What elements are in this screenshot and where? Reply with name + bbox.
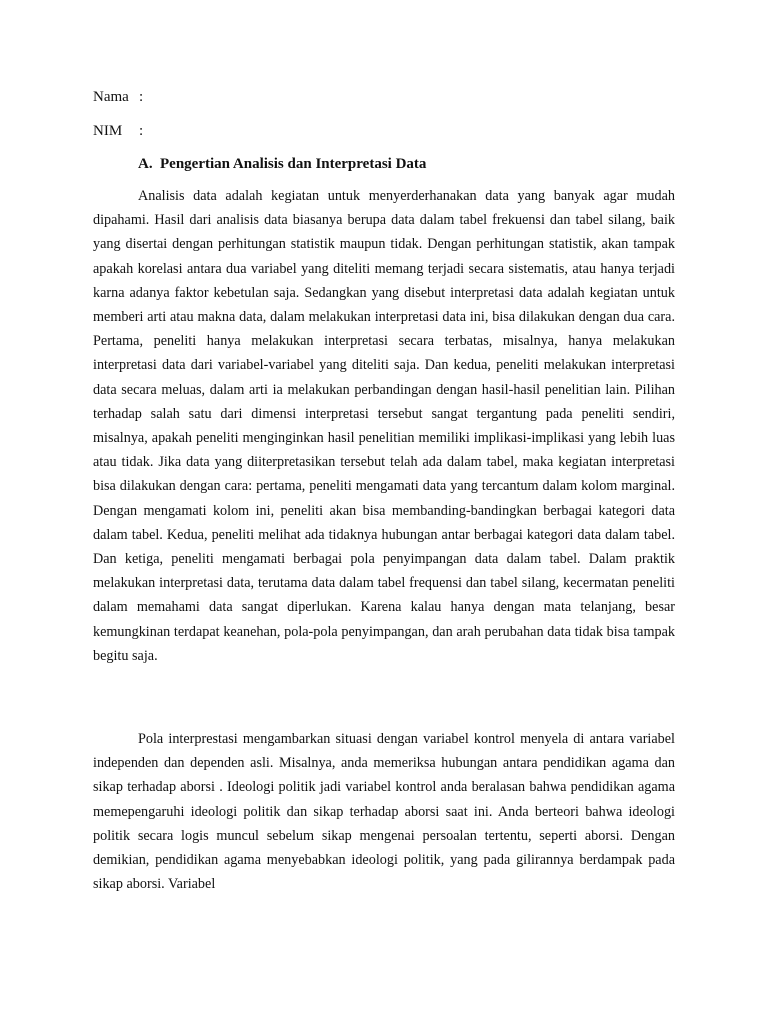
- nim-colon: :: [139, 123, 144, 139]
- nama-label: Nama: [93, 89, 129, 105]
- nim-field: [93, 122, 144, 140]
- section-title: Pengertian Analisis dan Interpretasi Data: [160, 156, 427, 172]
- nama-colon: :: [139, 89, 144, 105]
- paragraph-1: Analisis data adalah kegiatan untuk menyerderhanakan data yang banyak agar mudah dipahami. Hasil dari analisis data biasanya berupa data dalam tabel frekuensi dan tabel silang, baik yang disertai dengan perhitungan statistik maupun tidak. Dengan perhitungan statistik, akan tampak apakah korelasi antara dua variabel yang diteliti memang terjadi secara sistematis, atau hanya terjadi karna adanya faktor kebetulan saja. Sedangkan yang disebut interpretasi data adalah kegiatan untuk memberi arti atau makna data, dalam melakukan interpretasi data ini, bisa dilakukan dengan dua cara. Pertama, peneliti hanya melakukan interpretasi secara terbatas, misalnya, hanya melakukan interpretasi data dari variabel-variabel yang diteliti saja. Dan kedua, peneliti melakukan interpretasi data secara meluas, dalam arti ia melakukan perbandingan dengan hasil-hasil penelitian lain. Pilihan terhadap salah satu dari dimensi interpretasi tersebut sangat tergantung pada peneliti sendiri, misalnya, apakah peneliti menginginkan hasil penelitian memiliki implikasi-implikasi yang lebih luas atau tidak. Jika data yang diiterpretasikan tersebut telah ada dalam tabel, maka kegiatan interpretasi bisa dilakukan dengan cara: pertama, peneliti mengamati data yang tercantum dalam kolom marginal. Dengan mengamati kolom ini, peneliti akan bisa membanding-bandingkan berbagai kategori data dalam tabel. Kedua, peneliti melihat ada tidaknya hubungan antar berbagai kategori data dalam tabel. Dan ketiga, peneliti mengamati berbagai pola penyimpangan data dalam tabel. Dalam praktik melakukan interpretasi data, terutama data dalam tabel frequensi dan tabel silang, kecermatan peneliti dalam memahami data sangat diperlukan. Karena kalau hanya dengan mata telanjang, besar kemungkinan terdapat keanehan, pola-pola penyimpangan, dan arah perubahan data tidak bisa tampak begitu saja.: [93, 188, 675, 664]
- paragraph-2: Pola interprestasi mengambarkan situasi dengan variabel kontrol menyela di antara variabel independen dan dependen asli. Misalnya, anda memeriksa hubungan antara pendidikan agama dan sikap terhadap aborsi . Ideologi politik jadi variabel kontrol anda beralasan bahwa pendidikan agama memepengaruhi ideologi politik dan sikap terhadap aborsi saat ini. Anda berteori bahwa ideologi politik secara logis muncul sebelum sikap mengenai persoalan tertentu, seperti aborsi. Dengan demikian, pendidikan agama menyebabkan ideologi politik, yang pada gilirannya berdampak pada sikap aborsi. Variabel: [93, 731, 675, 893]
- nim-label: NIM: [93, 123, 123, 139]
- nama-field: [93, 88, 144, 106]
- section-number: A.: [138, 156, 153, 172]
- section-heading: [138, 154, 426, 174]
